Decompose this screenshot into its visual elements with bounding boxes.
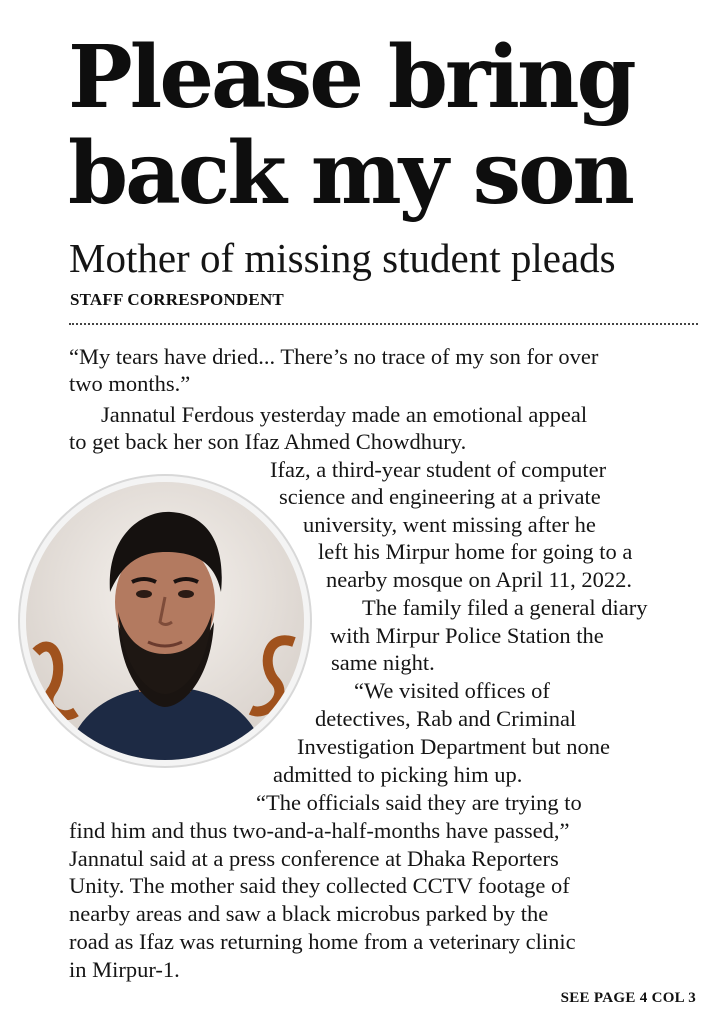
body-line: detectives, Rab and Criminal — [315, 706, 577, 731]
body-line: nearby areas and saw a black microbus parked by the — [69, 901, 549, 926]
headline-line-2: back my son — [68, 123, 632, 224]
body-line: Jannatul said at a press conference at Dhaka Reporters — [69, 846, 559, 871]
subheadline: Mother of missing student pleads — [69, 235, 616, 281]
body-line: find him and thus two-and-a-half-months have passed,” — [69, 818, 570, 843]
body-line: Unity. The mother said they collected CCTV footage of — [69, 873, 570, 898]
body-line: Jannatul Ferdous yesterday made an emotional appeal — [101, 402, 588, 427]
headline-line-1: Please bring — [68, 27, 634, 128]
body-line: admitted to picking him up. — [273, 762, 523, 787]
body-line: “The officials said they are trying to — [256, 790, 582, 815]
dotted-divider — [69, 323, 698, 325]
body-line: same night. — [331, 650, 435, 675]
body-line: with Mirpur Police Station the — [330, 623, 604, 648]
headline — [68, 27, 698, 224]
body-line: left his Mirpur home for going to a — [318, 539, 633, 564]
body-line: Ifaz, a third-year student of computer — [270, 457, 607, 482]
portrait-photo — [26, 482, 304, 760]
body-line: “We visited offices of — [354, 678, 550, 703]
portrait-illustration — [26, 482, 304, 760]
body-line: Investigation Department but none — [297, 734, 611, 759]
body-line: in Mirpur-1. — [69, 957, 180, 982]
body-line: “My tears have dried... There’s no trace of my son for over — [69, 344, 599, 369]
body-line: nearby mosque on April 11, 2022. — [326, 567, 633, 592]
body-line: to get back her son Ifaz Ahmed Chowdhury. — [69, 429, 467, 454]
body-line: two months.” — [69, 371, 191, 396]
continuation-note: SEE PAGE 4 COL 3 — [560, 990, 696, 1006]
byline: STAFF CORRESPONDENT — [70, 290, 284, 309]
body-line: road as Ifaz was returning home from a veterinary clinic — [69, 929, 576, 954]
body-line: The family filed a general diary — [362, 595, 648, 620]
body-line: university, went missing after he — [303, 512, 596, 537]
body-line: science and engineering at a private — [279, 484, 601, 509]
